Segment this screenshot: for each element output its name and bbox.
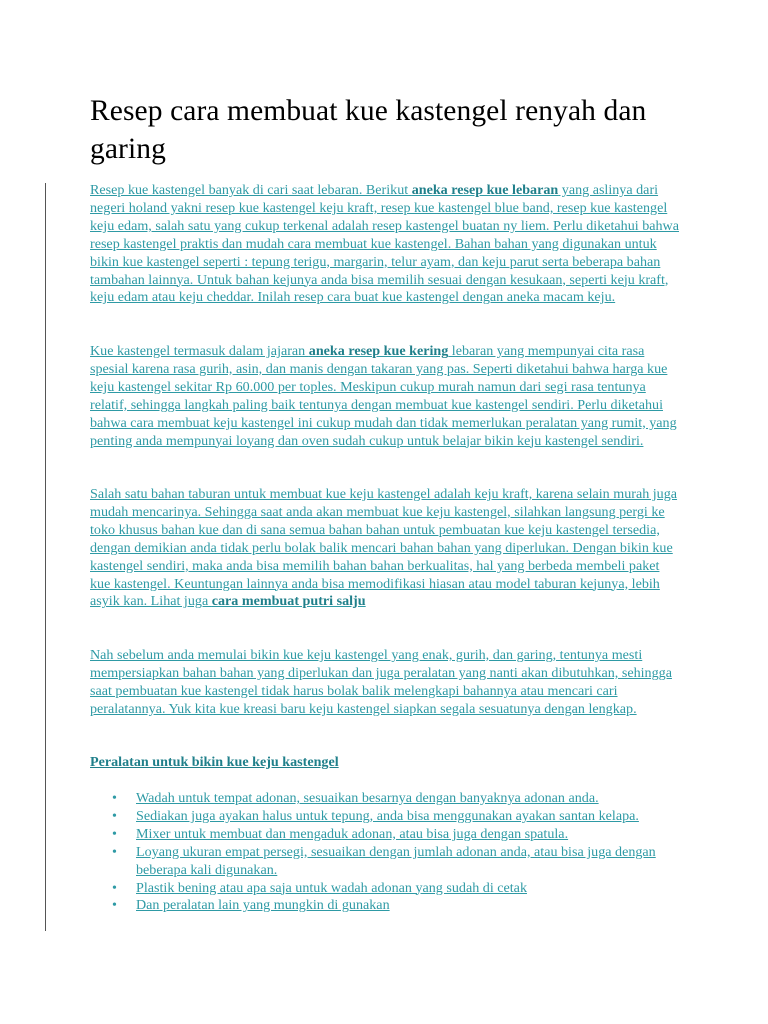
link-aneka-resep-kue-lebaran[interactable]: aneka resep kue lebaran [411,182,559,198]
list-item: • Sediakan juga ayakan halus untuk tepung, anda bisa menggunakan ayakan santan kelapa. [112,807,639,824]
list-item: • Wadah untuk tempat adonan, sesuaikan besarnya dengan banyaknya adonan anda. [112,790,599,806]
bullet-icon: • [112,897,117,914]
link-cara-membuat-putri-salju[interactable]: cara membuat putri salju [211,593,366,610]
bullet-icon: • [112,807,117,824]
section-heading-peralatan[interactable]: Peralatan untuk bikin kue keju kastengel [90,754,339,770]
bullet-icon: • [112,879,117,896]
bullet-icon: • [112,843,117,860]
bullet-icon: • [112,790,117,806]
list-item: • Loyang ukuran empat persegi, sesuaikan dengan jumlah adonan anda, atau bisa juga dengan beberapa kali digunakan. [112,843,656,878]
paragraph-4: Nah sebelum anda memulai bikin kue keju kastengel yang enak, gurih, dan garing, tentunya mesti mempersiapkan bahan bahan yang diperlukan dan juga peralatan yang nanti akan dibutuhkan, sehingga saat pembuatan kue kastengel tidak harus bolak balik melengkapi bahannya atau mencari cari peralatannya. Yuk kita kue kreasi baru keju kastengel siapkan segala sesuatunya dengan lengkap. [90,647,672,717]
list-item: • Dan peralatan lain yang mungkin di gunakan [112,897,390,914]
paragraph-1: Resep kue kastengel banyak di cari saat lebaran. Berikut aneka resep kue lebaran yang aslinya dari negeri holand yakni resep kue kastengel keju kraft, resep kue kastengel blue band, resep kue kastengel keju edam, salah satu yang cukup terkenal adalah resep kastengel buatan ny liem. Perlu diketahui bahwa resep kastengel praktis dan mudah cara membuat kue kastengel. Bahan bahan yang digunakan untuk bikin kue kastengel seperti : tepung terigu, margarin, telur ayam, dan keju parut serta beberapa bahan tambahan lainnya. Untuk bahan kejunya anda bisa memilih sesuai dengan kesukaan, seperti keju kraft, keju edam atau keju cheddar. Inilah resep cara buat kue kastengel dengan aneka macam keju. [90,182,679,306]
list-item: • Plastik bening atau apa saja untuk wadah adonan yang sudah di cetak [112,879,527,896]
page-title: Resep cara membuat kue kastengel renyah dan garing [90,95,647,165]
bullet-icon: • [112,825,117,842]
margin-line [45,183,46,931]
paragraph-2: Kue kastengel termasuk dalam jajaran aneka resep kue kering lebaran yang mempunyai cita rasa spesial karena rasa gurih, asin, dan manis dengan takaran yang pas. Seperti diketahui bahwa harga kue keju kastengel sekitar Rp 60.000 per toples. Meskipun cukup murah namun dari segi rasa tentunya relatif, sehingga langkah paling baik tentunya dengan membuat kue kastengel sendiri. Perlu diketahui bahwa cara membuat keju kastengel ini cukup mudah dan tidak memerlukan peralatan yang rumit, yang penting anda mempunyai loyang dan oven sudah cukup untuk belajar bikin keju kastengel sendiri. [90,343,677,449]
paragraph-3: Salah satu bahan taburan untuk membuat kue keju kastengel adalah keju kraft, karena selain murah juga mudah mencarinya. Sehingga saat anda akan membuat kue keju kastengel, silahkan langsung pergi ke toko khusus bahan kue dan di sana semua bahan bahan untuk pembuatan kue keju kastengel tersedia, dengan demikian anda tidak perlu bolak balik mencari bahan bahan yang diperlukan. Dengan bikin kue kastengel sendiri, maka anda bisa memilih bahan bahan berkualitas, hal yang berbeda membeli paket kue kastengel. Keuntungan lainnya anda bisa memodifikasi hiasan atau model taburan kejunya, lebih asyik kan. Lihat juga cara membuat putri salju [90,486,678,610]
list-item: • Mixer untuk membuat dan mengaduk adonan, atau bisa juga dengan spatula. [112,825,569,842]
tools-list [112,790,682,915]
link-aneka-resep-kue-kering[interactable]: aneka resep kue kering [308,343,449,359]
